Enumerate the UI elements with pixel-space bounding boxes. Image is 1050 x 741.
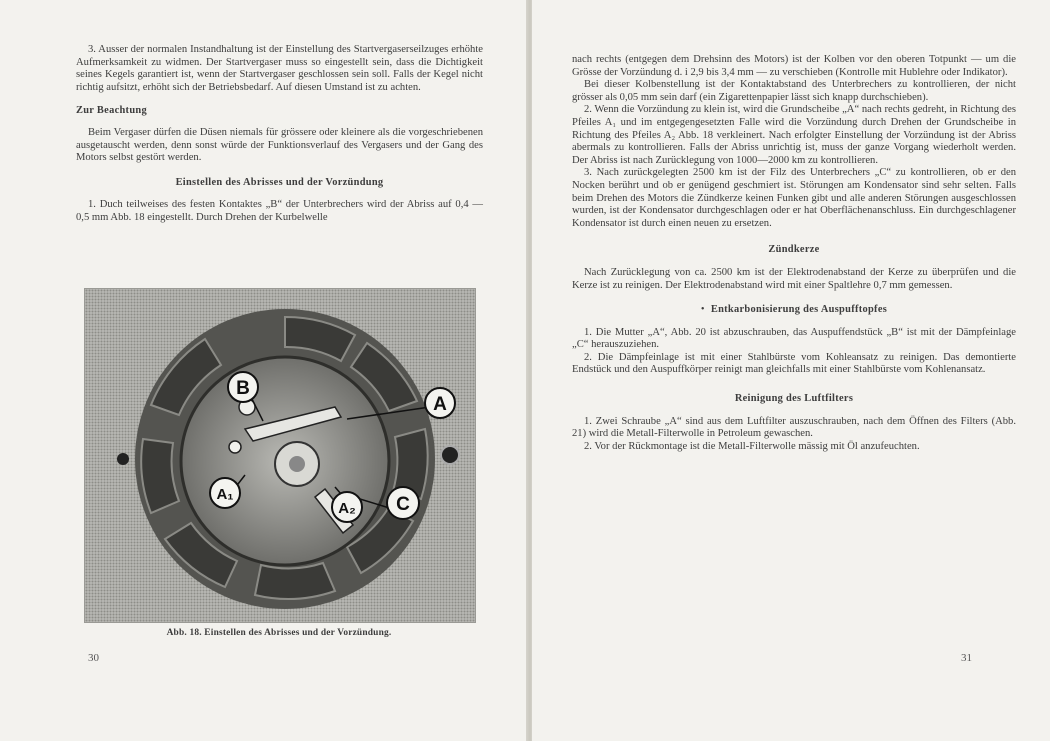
cam-center <box>289 456 305 472</box>
section-heading: Reinigung des Luftfilters <box>734 393 854 405</box>
section-heading: Zündkerze <box>768 244 820 256</box>
paragraph: 2. Wenn die Vorzündung zu klein ist, wird die Grundscheibe „A“ nach rechts gedreht, in Richtung des Pfeiles A₁ und im entgegengesetzten Falle wird die Vorzündung durch Drehen der Grundscheibe in Richtung des Pfeiles A₂ Abb. 18 verkleinert. Nach erfolgter Einstellung der Vorzündung ist der Abriss abermals zu kontrollieren. Falls der Abriss unrichtig ist, muss der ganze Vorgang wiederholt werden. Der Abriss ist nach Zurücklegung von 1000—2000 km zu kontrollieren. <box>572 104 1016 166</box>
callout-b: B <box>236 378 250 399</box>
page-number-left: 30 <box>88 652 99 664</box>
section-heading: Zur Beachtung <box>76 105 147 117</box>
paragraph: Nach Zurücklegung von ca. 2500 km ist der Elektrodenabstand der Kerze zu überprüfen und die Kerze ist zu reinigen. Der Elektrodenabstand wird mit einer Spaltlehre 0,7 mm gemessen. <box>572 266 1016 291</box>
paragraph: 1. Die Mutter „A“, Abb. 20 ist abzuschrauben, das Auspuffendstück „B“ ist mit der Dämpfeinlage „C“ herauszuziehen. <box>572 326 1016 351</box>
mounting-hole <box>441 446 459 464</box>
paragraph: 3. Nach zurückgelegten 2500 km ist der Filz des Unterbrechers „C“ zu kontrollieren, ob er den Nocken berührt und ob er genügend geschmiert ist. Störungen am Kondensator sind sehr selten. Falls beim Drehen des Motors die Zündkerze keinen Funken gibt und alle anderen Störungen ausgeschlossen wurden, ist der Kondensator durchgeschlagen oder er hat Oberflächenanschluss. Ein durchgeschlagener Kondensator ist durch einen neuen zu ersetzen. <box>572 167 1016 229</box>
paragraph: Bei dieser Kolbenstellung ist der Kontaktabstand des Unterbrechers zu kontrollieren, der nicht grösser als 0,05 mm sein darf (ein Zigarettenpapier lässt sich knapp durchschieben). <box>572 79 1016 103</box>
paragraph: 1. Duch teilweises des festen Kontaktes „B“ der Unterbrechers wird der Abriss auf 0,4 — 0,5 mm Abb. 18 eingestellt. Durch Drehen der Kurbelwelle <box>76 199 483 223</box>
paragraph: 3. Ausser der normalen Instandhaltung ist der Einstellung des Startvergaserseilzuges erhöhte Aufmerksamkeit zu widmen. Der Startvergaser muss so eingestellt sein, dass die Dichtigkeit seines Kegels garantiert ist, wenn der Startvergaser geschlossen sein soll. Falls der Kegel nicht richtig aufsitzt, erhöht sich der Betriebsbedarf. Auf diesen Umstand ist zu achten. <box>76 44 483 93</box>
callout-a1: A₁ <box>216 486 234 503</box>
figure-breaker-photo <box>84 288 476 623</box>
section-heading-row <box>572 304 1016 317</box>
paragraph: Beim Vergaser dürfen die Düsen niemals für grössere oder kleinere als die vorgeschriebenen ausgetauscht werden, denn sonst würde der Funktionsverlauf des Vergasers und der Gang des Motors selbst gestört werden. <box>76 126 483 164</box>
right-text-column <box>572 54 1016 453</box>
screw <box>229 441 241 453</box>
callout-a: A <box>433 394 447 415</box>
section-heading: Entkarbonisierung des Auspufftopfes <box>710 304 888 316</box>
heading-mark: • <box>700 304 705 316</box>
figure-caption: Abb. 18. Einstellen des Abrisses und der Vorzündung. <box>166 628 392 638</box>
page-number-right: 31 <box>961 652 972 664</box>
paragraph: 2. Vor der Rückmontage ist die Metall-Filterwolle mässig mit Öl anzufeuchten. <box>584 440 920 452</box>
left-text-column <box>76 44 483 225</box>
paragraph: 1. Zwei Schraube „A“ sind aus dem Luftfilter auszuschrauben, nach dem Öffnen des Filters (Abb. 21) wird die Metall-Filterwolle in Petroleum gewaschen. <box>572 415 1016 440</box>
paragraph: 2. Die Dämpfeinlage ist mit einer Stahlbürste vom Kohleansatz zu reinigen. Das demontierte Endstück und den Auspuffkörper reinigt man gleichfalls mit einer Stahlbürste vom Kohlenansatz. <box>572 351 1016 376</box>
right-page <box>532 0 1050 741</box>
mounting-hole <box>117 453 129 465</box>
breaker-illustration <box>85 289 475 622</box>
section-heading: Einstellen des Abrisses und der Vorzündung <box>175 176 384 188</box>
callout-c: C <box>396 494 410 515</box>
paragraph: nach rechts (entgegen dem Drehsinn des Motors) ist der Kolben vor den oberen Totpunkt — um die Grösse der Vorzündung d. i 2,9 bis 3,4 mm — zu verschieben (Kontrolle mit Hublehre oder Indikator). <box>572 54 1016 78</box>
callout-a2: A₂ <box>338 500 356 517</box>
